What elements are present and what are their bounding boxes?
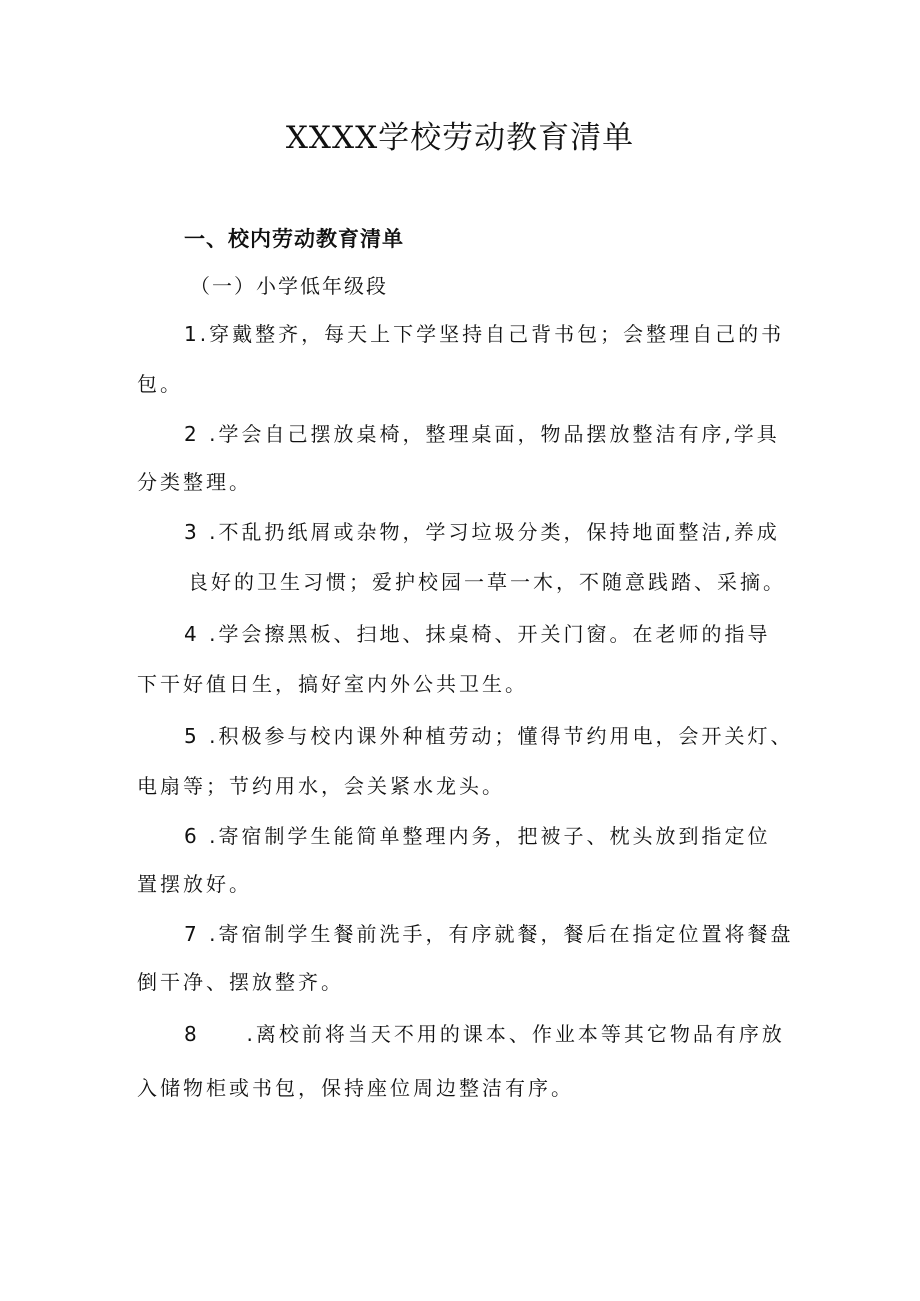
item-7-line-2: 倒干净、摆放整齐。 [137,970,344,994]
item-5-line-1: 5 .积极参与校内课外种植劳动；懂得节约用电，会开关灯、 [184,724,794,748]
item-4-line-2: 下干好值日生，搞好室内外公共卫生。 [137,672,528,696]
sub-heading: （一）小学低年级段 [190,274,388,298]
item-6-line-2: 置摆放好。 [137,872,252,896]
item-4-line-1: 4 .学会擦黑板、扫地、抹桌椅、开关门窗。在老师的指导 [184,622,771,646]
item-2-line-1: 2 .学会自己摆放桌椅，整理桌面，物品摆放整洁有序,学具 [184,422,780,446]
item-6-line-1: 6 .寄宿制学生能简单整理内务，把被子、枕头放到指定位 [184,824,771,848]
item-3-line-1: 3 .不乱扔纸屑或杂物，学习垃圾分类，保持地面整洁,养成 [184,520,780,544]
item-3-line-2: 良好的卫生习惯；爱护校园一草一木，不随意践踏、采摘。 [188,570,786,594]
item-8-line-2: 入储物柜或书包，保持座位周边整洁有序。 [137,1076,574,1100]
item-2-line-2: 分类整理。 [137,470,252,494]
item-7-line-1: 7 .寄宿制学生餐前洗手，有序就餐，餐后在指定位置将餐盘 [184,922,794,946]
item-5-line-2: 电扇等；节约用水，会关紧水龙头。 [137,774,505,798]
page-title: XXXX学校劳动教育清单 [285,120,635,156]
item-8-line-1: 8 .离校前将当天不用的课本、作业本等其它物品有序放 [184,1022,785,1046]
item-1-line-2: 包。 [137,372,183,396]
section-heading: 一、校内劳动教育清单 [184,227,404,251]
item-1-line-1: 1.穿戴整齐，每天上下学坚持自己背书包；会整理自己的书 [184,322,785,346]
